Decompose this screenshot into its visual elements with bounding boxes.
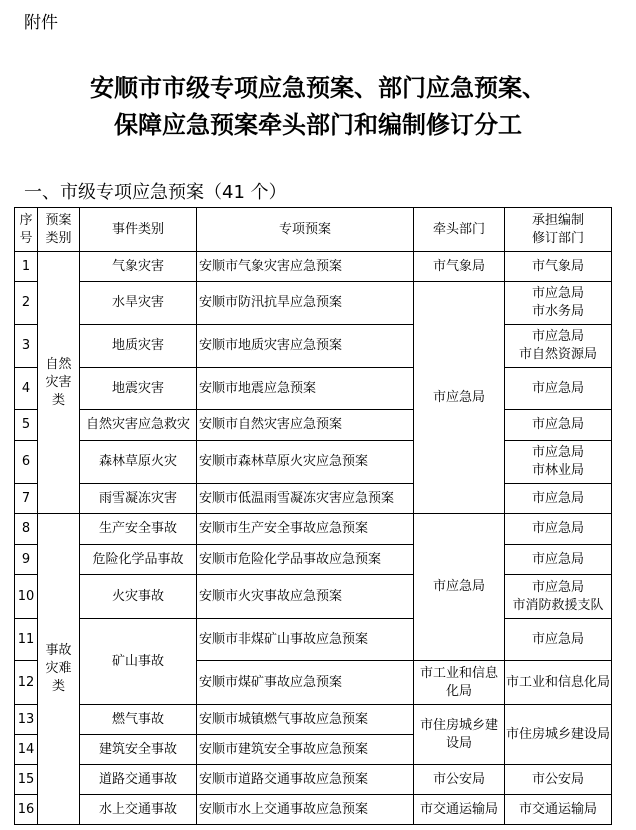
- revise-cell: 市应急局: [505, 484, 612, 514]
- table-row: [15, 441, 612, 484]
- table-row: [15, 705, 612, 735]
- seq-cell: 4: [15, 368, 38, 410]
- table-row: [15, 795, 612, 825]
- event-cell: 水旱灾害: [80, 282, 197, 325]
- header-revise-dept: 承担编制 修订部门: [505, 208, 612, 252]
- seq-cell: 6: [15, 441, 38, 484]
- seq-cell: 7: [15, 484, 38, 514]
- plan-cell: 安顺市地震应急预案: [197, 368, 414, 410]
- table-row: [15, 252, 612, 282]
- table-row: [15, 410, 612, 441]
- event-cell: 地震灾害: [80, 368, 197, 410]
- table-row: [15, 545, 612, 575]
- seq-cell: 3: [15, 325, 38, 368]
- lead-cell: 市交通运输局: [414, 795, 505, 825]
- event-cell: 雨雪凝冻灾害: [80, 484, 197, 514]
- lead-cell: 市工业和信息化局: [414, 661, 505, 705]
- event-cell: 森林草原火灾: [80, 441, 197, 484]
- revise-cell: 市应急局 市自然资源局: [505, 325, 612, 368]
- section-heading: 一、市级专项应急预案（41 个）: [24, 182, 287, 203]
- header-category: 预案 类别: [38, 208, 80, 252]
- plan-cell: 安顺市建筑安全事故应急预案: [197, 735, 414, 765]
- plan-cell: 安顺市森林草原火灾应急预案: [197, 441, 414, 484]
- revise-cell: 市气象局: [505, 252, 612, 282]
- plan-cell: 安顺市危险化学品事故应急预案: [197, 545, 414, 575]
- plans-table: [14, 207, 612, 825]
- plan-cell: 安顺市火灾事故应急预案: [197, 575, 414, 619]
- revise-cell: 市应急局: [505, 410, 612, 441]
- plan-cell: 安顺市地质灾害应急预案: [197, 325, 414, 368]
- event-cell: 危险化学品事故: [80, 545, 197, 575]
- seq-cell: 11: [15, 619, 38, 661]
- plan-cell: 安顺市城镇燃气事故应急预案: [197, 705, 414, 735]
- seq-cell: 1: [15, 252, 38, 282]
- seq-cell: 15: [15, 765, 38, 795]
- event-cell: 火灾事故: [80, 575, 197, 619]
- table-row: [15, 575, 612, 619]
- revise-cell: 市公安局: [505, 765, 612, 795]
- seq-cell: 13: [15, 705, 38, 735]
- seq-cell: 14: [15, 735, 38, 765]
- event-cell: 地质灾害: [80, 325, 197, 368]
- revise-cell: 市应急局 市水务局: [505, 282, 612, 325]
- seq-cell: 10: [15, 575, 38, 619]
- event-cell: 气象灾害: [80, 252, 197, 282]
- table-row: [15, 484, 612, 514]
- seq-cell: 16: [15, 795, 38, 825]
- lead-cell-accident-merged: 市应急局: [414, 514, 505, 661]
- revise-cell: 市工业和信息化局: [505, 661, 612, 705]
- header-seq: 序 号: [15, 208, 38, 252]
- revise-cell-housing-merged: 市住房城乡建设局: [505, 705, 612, 765]
- plan-cell: 安顺市低温雨雪凝冻灾害应急预案: [197, 484, 414, 514]
- category-natural: 自然 灾害 类: [38, 252, 80, 514]
- table-row: [15, 325, 612, 368]
- plan-cell: 安顺市煤矿事故应急预案: [197, 661, 414, 705]
- plan-cell: 安顺市防汛抗旱应急预案: [197, 282, 414, 325]
- event-cell: 生产安全事故: [80, 514, 197, 545]
- plan-cell: 安顺市水上交通事故应急预案: [197, 795, 414, 825]
- lead-cell-housing-merged: 市住房城乡建设局: [414, 705, 505, 765]
- revise-cell: 市应急局: [505, 514, 612, 545]
- plan-cell: 安顺市气象灾害应急预案: [197, 252, 414, 282]
- event-cell: 建筑安全事故: [80, 735, 197, 765]
- seq-cell: 12: [15, 661, 38, 705]
- document-title-line1: 安顺市市级专项应急预案、部门应急预案、: [90, 73, 546, 102]
- event-cell-mining-merged: 矿山事故: [80, 619, 197, 705]
- plan-cell: 安顺市非煤矿山事故应急预案: [197, 619, 414, 661]
- event-cell: 自然灾害应急救灾: [80, 410, 197, 441]
- table-header-row: [15, 208, 612, 252]
- attachment-label: 附件: [24, 13, 58, 33]
- table-row: [15, 282, 612, 325]
- header-plan: 专项预案: [197, 208, 414, 252]
- header-event-type: 事件类别: [80, 208, 197, 252]
- revise-cell: 市交通运输局: [505, 795, 612, 825]
- document-title-line2: 保障应急预案牵头部门和编制修订分工: [114, 110, 522, 139]
- table-row: [15, 514, 612, 545]
- revise-cell: 市应急局: [505, 619, 612, 661]
- revise-cell: 市应急局: [505, 545, 612, 575]
- table-row: [15, 619, 612, 661]
- table-row: [15, 368, 612, 410]
- seq-cell: 2: [15, 282, 38, 325]
- event-cell: 水上交通事故: [80, 795, 197, 825]
- lead-cell: 市气象局: [414, 252, 505, 282]
- category-accident: 事故 灾难 类: [38, 514, 80, 825]
- event-cell: 燃气事故: [80, 705, 197, 735]
- plan-cell: 安顺市生产安全事故应急预案: [197, 514, 414, 545]
- seq-cell: 9: [15, 545, 38, 575]
- header-lead-dept: 牵头部门: [414, 208, 505, 252]
- revise-cell: 市应急局 市消防救援支队: [505, 575, 612, 619]
- event-cell: 道路交通事故: [80, 765, 197, 795]
- lead-cell: 市公安局: [414, 765, 505, 795]
- table-row: [15, 765, 612, 795]
- plan-cell: 安顺市自然灾害应急预案: [197, 410, 414, 441]
- seq-cell: 5: [15, 410, 38, 441]
- lead-cell-natural-merged: 市应急局: [414, 282, 505, 514]
- revise-cell: 市应急局: [505, 368, 612, 410]
- plan-cell: 安顺市道路交通事故应急预案: [197, 765, 414, 795]
- seq-cell: 8: [15, 514, 38, 545]
- revise-cell: 市应急局 市林业局: [505, 441, 612, 484]
